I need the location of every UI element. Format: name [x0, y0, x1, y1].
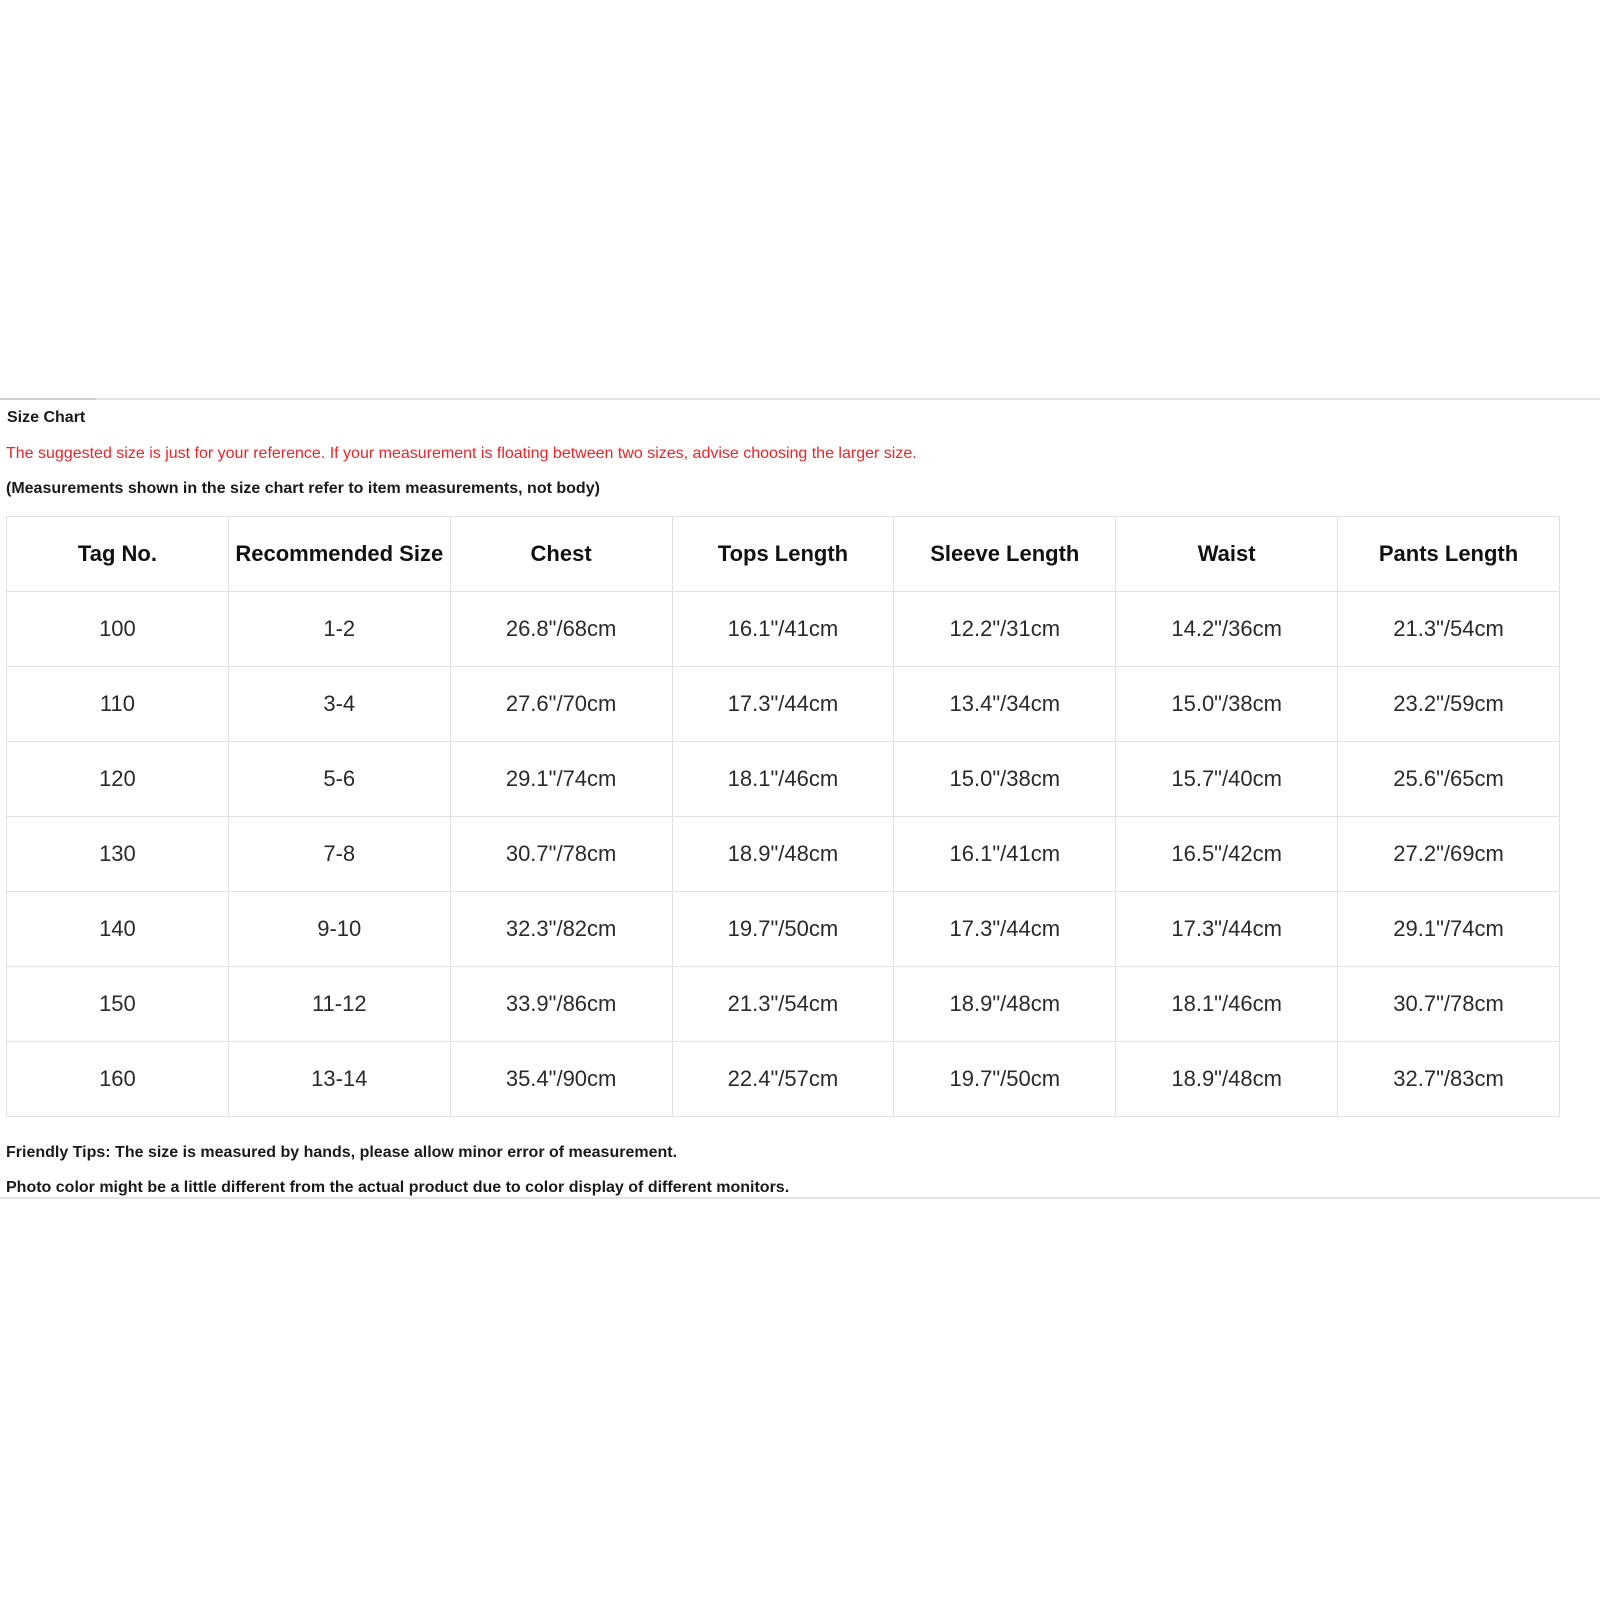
size-table — [6, 516, 1560, 1117]
cell-pants-length: 27.2"/69cm — [1338, 817, 1560, 892]
size-suggestion-note: The suggested size is just for your reference. If your measurement is floating between two sizes, advise choosing the larger size. — [6, 445, 917, 462]
size-chart-title: Size Chart — [7, 409, 86, 426]
cell-tops-length: 22.4"/57cm — [672, 1042, 894, 1117]
table-row — [7, 967, 1560, 1042]
cell-waist: 15.0"/38cm — [1116, 667, 1338, 742]
table-row — [7, 592, 1560, 667]
measurement-note: (Measurements shown in the size chart refer to item measurements, not body) — [6, 480, 600, 497]
cell-waist: 14.2"/36cm — [1116, 592, 1338, 667]
color-disclaimer: Photo color might be a little different from the actual product due to color display of different monitors. — [6, 1179, 790, 1196]
cell-chest: 27.6"/70cm — [450, 667, 672, 742]
table-row — [7, 742, 1560, 817]
friendly-tip: Friendly Tips: The size is measured by hands, please allow minor error of measurement. — [6, 1144, 678, 1161]
cell-tag-no: 130 — [7, 817, 229, 892]
table-row — [7, 892, 1560, 967]
cell-tag-no: 140 — [7, 892, 229, 967]
cell-pants-length: 23.2"/59cm — [1338, 667, 1560, 742]
cell-sleeve-length: 18.9"/48cm — [894, 967, 1116, 1042]
cell-pants-length: 29.1"/74cm — [1338, 892, 1560, 967]
cell-sleeve-length: 17.3"/44cm — [894, 892, 1116, 967]
cell-tops-length: 18.1"/46cm — [672, 742, 894, 817]
panel-tab-marker — [0, 398, 96, 400]
cell-recommended-size: 9-10 — [228, 892, 450, 967]
cell-sleeve-length: 15.0"/38cm — [894, 742, 1116, 817]
cell-pants-length: 25.6"/65cm — [1338, 742, 1560, 817]
cell-waist: 16.5"/42cm — [1116, 817, 1338, 892]
table-header-row — [7, 517, 1560, 592]
cell-sleeve-length: 12.2"/31cm — [894, 592, 1116, 667]
table-row — [7, 1042, 1560, 1117]
header-tag-no: Tag No. — [7, 517, 229, 592]
cell-tops-length: 18.9"/48cm — [672, 817, 894, 892]
header-recommended-size: Recommended Size — [228, 517, 450, 592]
cell-recommended-size: 5-6 — [228, 742, 450, 817]
cell-tag-no: 150 — [7, 967, 229, 1042]
header-sleeve-length: Sleeve Length — [894, 517, 1116, 592]
header-chest: Chest — [450, 517, 672, 592]
cell-tag-no: 120 — [7, 742, 229, 817]
header-waist: Waist — [1116, 517, 1338, 592]
cell-waist: 15.7"/40cm — [1116, 742, 1338, 817]
cell-chest: 30.7"/78cm — [450, 817, 672, 892]
table-row — [7, 667, 1560, 742]
cell-tag-no: 160 — [7, 1042, 229, 1117]
cell-recommended-size: 1-2 — [228, 592, 450, 667]
cell-tag-no: 100 — [7, 592, 229, 667]
cell-sleeve-length: 19.7"/50cm — [894, 1042, 1116, 1117]
cell-recommended-size: 13-14 — [228, 1042, 450, 1117]
cell-tops-length: 19.7"/50cm — [672, 892, 894, 967]
cell-tops-length: 17.3"/44cm — [672, 667, 894, 742]
table-row — [7, 817, 1560, 892]
cell-chest: 26.8"/68cm — [450, 592, 672, 667]
cell-chest: 35.4"/90cm — [450, 1042, 672, 1117]
cell-tag-no: 110 — [7, 667, 229, 742]
cell-tops-length: 16.1"/41cm — [672, 592, 894, 667]
cell-recommended-size: 7-8 — [228, 817, 450, 892]
cell-sleeve-length: 16.1"/41cm — [894, 817, 1116, 892]
cell-waist: 18.9"/48cm — [1116, 1042, 1338, 1117]
size-chart-panel — [0, 398, 1600, 1199]
cell-recommended-size: 11-12 — [228, 967, 450, 1042]
cell-recommended-size: 3-4 — [228, 667, 450, 742]
cell-pants-length: 32.7"/83cm — [1338, 1042, 1560, 1117]
header-tops-length: Tops Length — [672, 517, 894, 592]
cell-tops-length: 21.3"/54cm — [672, 967, 894, 1042]
cell-sleeve-length: 13.4"/34cm — [894, 667, 1116, 742]
header-pants-length: Pants Length — [1338, 517, 1560, 592]
cell-waist: 17.3"/44cm — [1116, 892, 1338, 967]
cell-chest: 32.3"/82cm — [450, 892, 672, 967]
cell-pants-length: 21.3"/54cm — [1338, 592, 1560, 667]
cell-chest: 29.1"/74cm — [450, 742, 672, 817]
cell-pants-length: 30.7"/78cm — [1338, 967, 1560, 1042]
cell-chest: 33.9"/86cm — [450, 967, 672, 1042]
cell-waist: 18.1"/46cm — [1116, 967, 1338, 1042]
